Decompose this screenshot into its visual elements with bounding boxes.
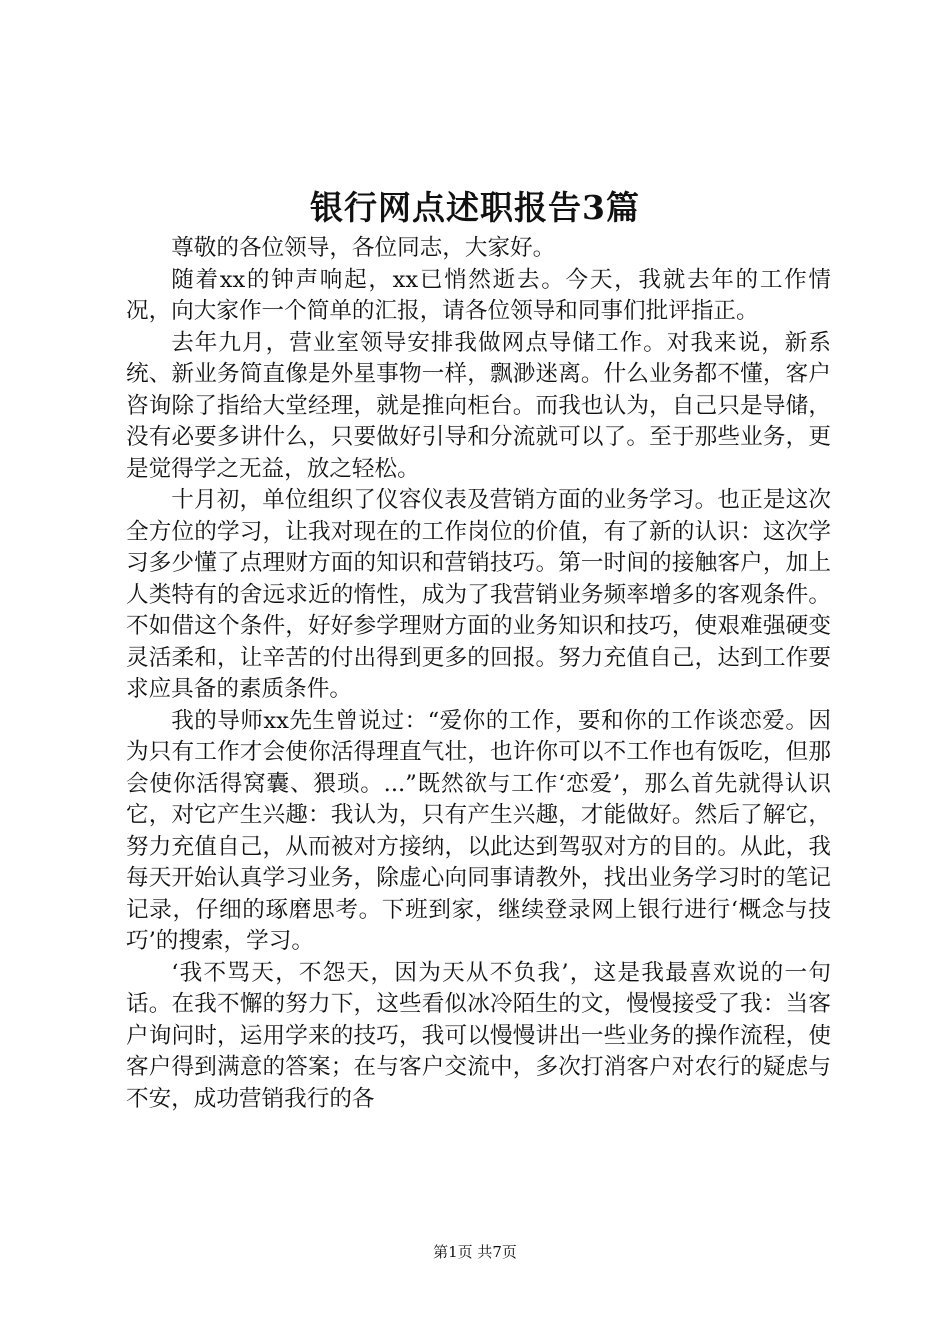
document-body	[126, 233, 831, 1115]
paragraph-intro: 随着xx的钟声响起，xx已悄然逝去。今天，我就去年的工作情况，向大家作一个简单的汇报，请各位领导和同事们批评指正。	[126, 266, 831, 324]
paragraph-mentor: 我的导师xx先生曾说过：“爱你的工作，要和你的工作谈恋爱。因为只有工作才会使你活得理直气壮，也许你可以不工作也有饭吃，但那会使你活得窝囊、猥琐。...”既然欲与工作‘恋爱’，那么首先就得认识它，对它产生兴趣：我认为，只有产生兴趣，才能做好。然后了解它，努力充值自己，从而被对方接纳，以此达到驾驭对方的目的。从此，我每天开始认真学习业务，除虚心向同事请教外，找出业务学习时的笔记记录，仔细的琢磨思考。下班到家，继续登录网上银行进行‘概念与技巧’的搜索，学习。	[126, 707, 831, 954]
paragraph-september: 去年九月，营业室领导安排我做网点导储工作。对我来说，新系统、新业务简直像是外星事物一样，飘渺迷离。什么业务都不懂，客户咨询除了指给大堂经理，就是推向柜台。而我也认为，自己只是导储，没有必要多讲什么，只要做好引导和分流就可以了。至于那些业务，更是觉得学之无益，放之轻松。	[126, 329, 831, 482]
paragraph-october: 十月初，单位组织了仪容仪表及营销方面的业务学习。也正是这次全方位的学习，让我对现在的工作岗位的价值，有了新的认识：这次学习多少懂了点理财方面的知识和营销技巧。第一时间的接触客户，加上人类特有的舍远求近的惰性，成为了我营销业务频率增多的客观条件。不如借这个条件，好好参学理财方面的业务知识和技巧，使艰难强硬变灵活柔和，让辛苦的付出得到更多的回报。努力充值自己，达到工作要求应具备的素质条件。	[126, 487, 831, 702]
document-title: 银行网点述职报告3篇	[310, 188, 640, 227]
page-number-footer: 第1页 共7页	[433, 1243, 517, 1261]
paragraph-motto: ‘我不骂天，不怨天，因为天从不负我’，这是我最喜欢说的一句话。在我不懈的努力下，这些看似冰冷陌生的文，慢慢接受了我：当客户询问时，运用学来的技巧，我可以慢慢讲出一些业务的操作流程，使客户得到满意的答案；在与客户交流中，多次打消客户对农行的疑虑与不安，成功营销我行的各	[126, 959, 831, 1112]
paragraph-greeting: 尊敬的各位领导，各位同志，大家好。	[171, 235, 556, 261]
